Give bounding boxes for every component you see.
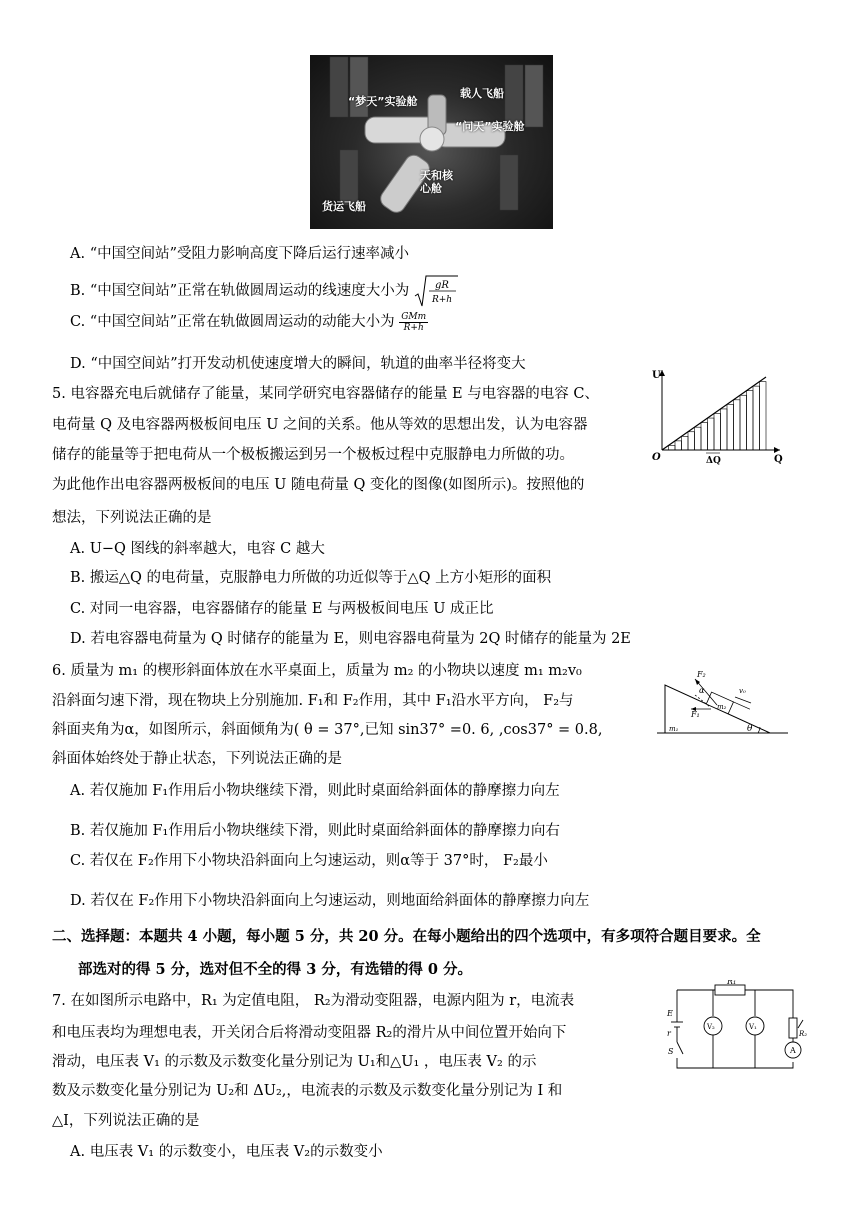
circuit-s: S (668, 1047, 674, 1056)
q4-option-c-text: C. “中国空间站”正常在轨做圆周运动的动能大小为 (70, 314, 395, 330)
fig-m1: m₁ (669, 725, 679, 733)
graph-bar (760, 382, 767, 450)
circuit-r2: R₂ (799, 1030, 808, 1038)
graph-bar (721, 409, 728, 450)
sqrt-expression (414, 274, 458, 308)
q7-line-2: 和电压表均为理想电表，开关闭合后将滑动变阻器 R₂的滑片从中间位置开始向下 (52, 1025, 567, 1041)
circuit-v2: V₂ (707, 1023, 715, 1031)
graph-bar (675, 441, 682, 450)
graph-bar (740, 395, 747, 450)
graph-bar (688, 432, 695, 450)
circuit-r1: R₁ (727, 980, 737, 986)
graph-bar (701, 423, 708, 450)
q4-option-a: A. “中国空间站”受阻力影响高度下降后运行速率减小 (70, 246, 410, 262)
graph-bar (714, 414, 721, 451)
photo-label-mengtian: “梦天”实验舱 (348, 95, 418, 108)
graph-bar (727, 404, 734, 450)
q5-line-4: 为此他作出电容器两极板间的电压 U 随电荷量 Q 变化的图像(如图所示)。按照他的 (52, 477, 585, 493)
q6-line-2: 沿斜面匀速下滑，现在物块上分别施加. F₁和 F₂作用，其中 F₁沿水平方向， F₂与 (52, 693, 574, 709)
graph-bar (753, 386, 760, 450)
q5-option-c: C. 对同一电容器，电容器储存的能量 E 与两极板间电压 U 成正比 (70, 601, 494, 617)
fraction (399, 312, 428, 333)
q6-line-3: 斜面夹角为α，如图所示，斜面倾角为( θ = 37°,已知 sin37° =0. 6, ,cos37° = 0.8, (52, 722, 603, 738)
graph-delta-q: ΔQ (706, 456, 721, 465)
graph-bar (734, 400, 741, 450)
q6-option-a: A. 若仅施加 F₁作用后小物块继续下滑，则此时桌面给斜面体的静摩擦力向左 (70, 783, 560, 799)
q4-c-denominator: R+h (403, 322, 424, 333)
q6-option-b: B. 若仅施加 F₁作用后小物块继续下滑，则此时桌面给斜面体的静摩擦力向右 (70, 823, 560, 839)
circuit-a: A (790, 1046, 796, 1055)
q6-line-4: 斜面体始终处于静止状态，下列说法正确的是 (52, 751, 342, 767)
fig-alpha: α (699, 686, 705, 695)
q7-line-5: △I，下列说法正确的是 (52, 1113, 200, 1129)
q6-option-c: C. 若仅在 F₂作用下小物块沿斜面向上匀速运动，则α等于 37°时， F₂最小 (70, 853, 548, 869)
q4-option-c (70, 310, 428, 333)
section-2-header-line-2: 部选对的得 5 分，选对但不全的得 3 分，有选错的得 0 分。 (78, 961, 473, 978)
q4-option-b (70, 274, 458, 308)
fig-m2: m₂ (717, 703, 727, 711)
section-2-header-line-1: 二、选择题：本题共 4 小题，每小题 5 分，共 20 分。在每小题给出的四个选项中，有多项符合题目要求。全 (52, 928, 761, 945)
fig-f1: F₁ (691, 710, 700, 719)
space-station-photo (310, 55, 553, 229)
q4-c-numerator: GMm (401, 311, 427, 322)
fig-theta: θ (747, 724, 753, 734)
q6-option-d: D. 若仅在 F₂作用下小物块沿斜面向上匀速运动，则地面给斜面体的静摩擦力向左 (70, 893, 590, 909)
q6-line-1: 6. 质量为 m₁ 的楔形斜面体放在水平桌面上，质量为 m₂ 的小物块以速度 m₁ m₂v₀ (52, 663, 582, 679)
graph-x-label: Q (774, 454, 783, 465)
q5-line-3: 储存的能量等于把电荷从一个极板搬运到另一个极板过程中克服静电力所做的功。 (52, 447, 574, 463)
fig-v0: v₀ (739, 687, 746, 695)
q4-option-d: D. “中国空间站”打开发动机使速度增大的瞬间，轨道的曲率半径将变大 (70, 356, 526, 372)
q4-b-numerator: gR (434, 280, 449, 291)
q5-option-a: A. U−Q 图线的斜率越大，电容 C 越大 (70, 541, 325, 557)
fig-f2: F₂ (697, 670, 706, 679)
graph-bar (669, 445, 676, 450)
q7-line-1: 7. 在如图所示电路中，R₁ 为定值电阻， R₂为滑动变阻器，电源内阻为 r，电流表 (52, 993, 575, 1009)
graph-bar (682, 436, 689, 450)
photo-label-wentian: “问天”实验舱 (455, 120, 525, 133)
q5-line-2: 电荷量 Q 及电容器两极板间电压 U 之间的关系。他从等效的思想出发，认为电容器 (52, 417, 588, 433)
incline-figure (655, 665, 790, 737)
graph-bar (695, 427, 702, 450)
q5-option-b: B. 搬运△Q 的电荷量，克服静电力所做的功近似等于△Q 上方小矩形的面积 (70, 570, 552, 586)
q5-line-1: 5. 电容器充电后就储存了能量，某同学研究电容器储存的能量 E 与电容器的电容 C、 (52, 386, 599, 402)
q5-line-5: 想法，下列说法正确的是 (52, 510, 212, 526)
u-q-graph (648, 365, 788, 465)
q4-b-denominator: R+h (431, 295, 452, 305)
q7-line-4: 数及示数变化量分别记为 U₂和 ΔU₂,，电流表的示数及示数变化量分别记为 I 和 (52, 1083, 563, 1099)
q7-line-3: 滑动，电压表 V₁ 的示数及示数变化量分别记为 U₁和△U₁ ，电压表 V₂ 的示 (52, 1054, 537, 1070)
circuit-e: E (667, 1009, 673, 1018)
photo-label-crew-ship: 载人飞船 (460, 87, 504, 100)
q4-option-b-text: B. “中国空间站”正常在轨做圆周运动的线速度大小为 (70, 283, 410, 299)
graph-bar (708, 418, 715, 450)
graph-bar (747, 391, 754, 450)
q7-option-a: A. 电压表 V₁ 的示数变小，电压表 V₂的示数变小 (70, 1144, 383, 1160)
photo-label-cargo-ship: 货运飞船 (322, 200, 366, 213)
circuit-v1: V₁ (749, 1023, 757, 1031)
circuit-diagram (665, 980, 810, 1075)
q5-option-d: D. 若电容器电荷量为 Q 时储存的能量为 E，则电容器电荷量为 2Q 时储存的能量为 2E (70, 631, 631, 647)
graph-y-label: U (652, 370, 661, 381)
photo-label-tianhe: 天和核心舱 (420, 169, 453, 195)
circuit-r: r (667, 1029, 671, 1038)
graph-origin: O (652, 452, 661, 463)
